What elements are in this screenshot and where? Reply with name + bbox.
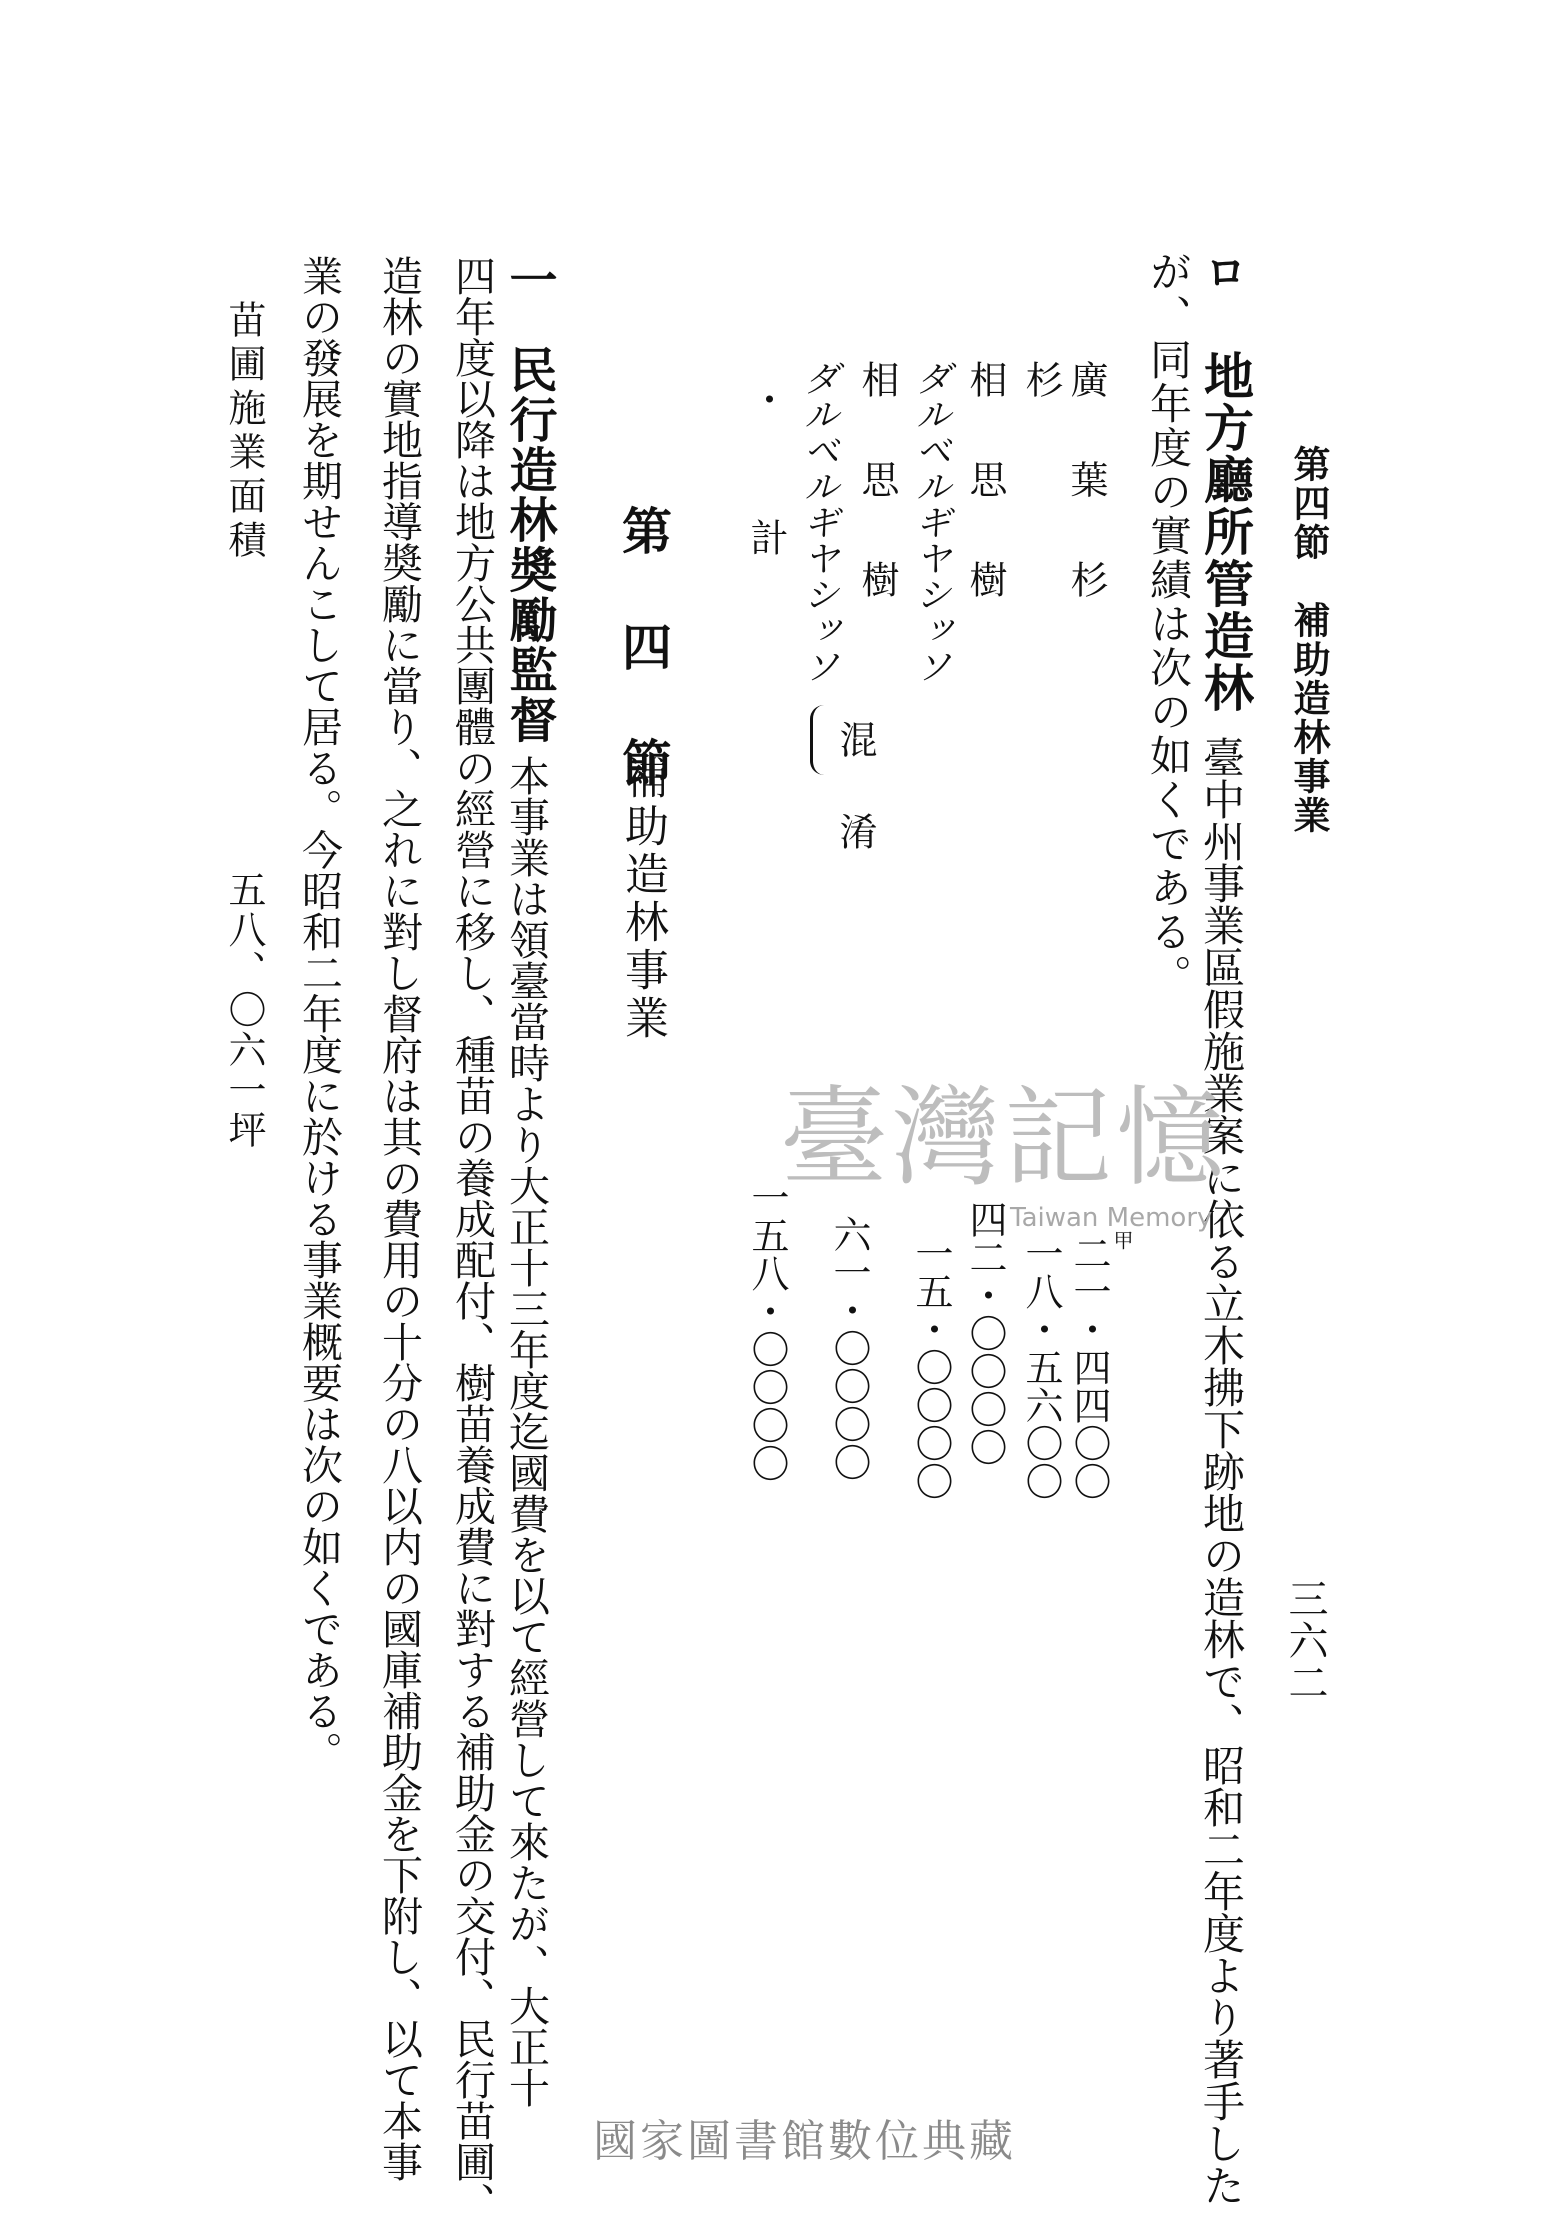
species-name-6: ダルベルギヤシッソ [798, 360, 839, 684]
species-value-2: 一八・五六〇〇 [1019, 1234, 1063, 1500]
watermark-en: Taiwan Memory [1010, 1203, 1213, 1233]
running-head: 第四節 補助造林事業 [1287, 445, 1331, 835]
subsection-1-marker: 一 [501, 255, 557, 305]
nursery-label: 苗圃施業面積 [222, 300, 266, 564]
species-total-value: 一五八・〇〇〇〇 [745, 1178, 789, 1482]
species-name-2: 杉 [1019, 360, 1063, 400]
subsection-1-line2: 四年度以降は地方公共團體の經營に移し、種苗の養成配付、樹苗養成費に對する補助金の交付、民行苗圃、 [448, 255, 496, 2223]
species-name-1: 廣 葉 杉 [1064, 360, 1108, 610]
section-ro-text-line1: 臺中州事業區假施業案に依る立木拂下跡地の造林で、昭和二年度より著手した [1197, 736, 1246, 2206]
library-footer: 國家圖書館數位典藏 [593, 2116, 1016, 2167]
species-value-3: 一五・〇〇〇〇 [909, 1234, 953, 1500]
species-value-1: 二一・四四〇〇 [1067, 1234, 1111, 1500]
species-name-4: ダルベルギヤシッソ [910, 360, 951, 684]
watermark-cjk: 臺灣記憶 [780, 1076, 1229, 1201]
section-ro-heading: 地方廳所管造林 [1196, 350, 1255, 714]
nursery-value: 五八、〇六一坪 [222, 870, 266, 1150]
subsection-1-line1: 本事業は領臺當時より大正十三年度迄國費を以て經營して來たが、大正十 [502, 755, 550, 2108]
subsection-1-heading: 民行造林奬勵監督 [501, 345, 557, 745]
section-ro-marker: ロ [1199, 250, 1248, 294]
section-ro-text-line2: が、同年度の實績は次の如くである。 [1144, 250, 1193, 998]
section-title-name: 補助造林事業 [617, 755, 668, 1043]
species-value-4: 四二・〇〇〇〇 [963, 1200, 1007, 1466]
subsection-1-line4: 業の發展を期せんこして居る。今昭和二年度に於ける事業概要は次の如くである。 [295, 255, 343, 1772]
mixed-label: 混 淆 [833, 720, 877, 858]
species-name-3: 相 思 樹 [963, 360, 1007, 610]
species-name-5: 相 思 樹 [855, 360, 899, 610]
unit-label: 甲 [1110, 1230, 1134, 1252]
watermark [780, 1076, 1230, 1235]
section-title-label: 第 四 節 [614, 505, 673, 795]
page-number: 三六二 [1282, 1578, 1328, 1704]
subsection-1-line3: 造林の實地指導奬勵に當り、之れに對し督府は其の費用の十分の八以内の國庫補助金を下附し、以て本事 [375, 255, 423, 2182]
species-total-label: ・ 計 [744, 380, 788, 564]
species-value-5: 六一・〇〇〇〇 [827, 1215, 871, 1481]
